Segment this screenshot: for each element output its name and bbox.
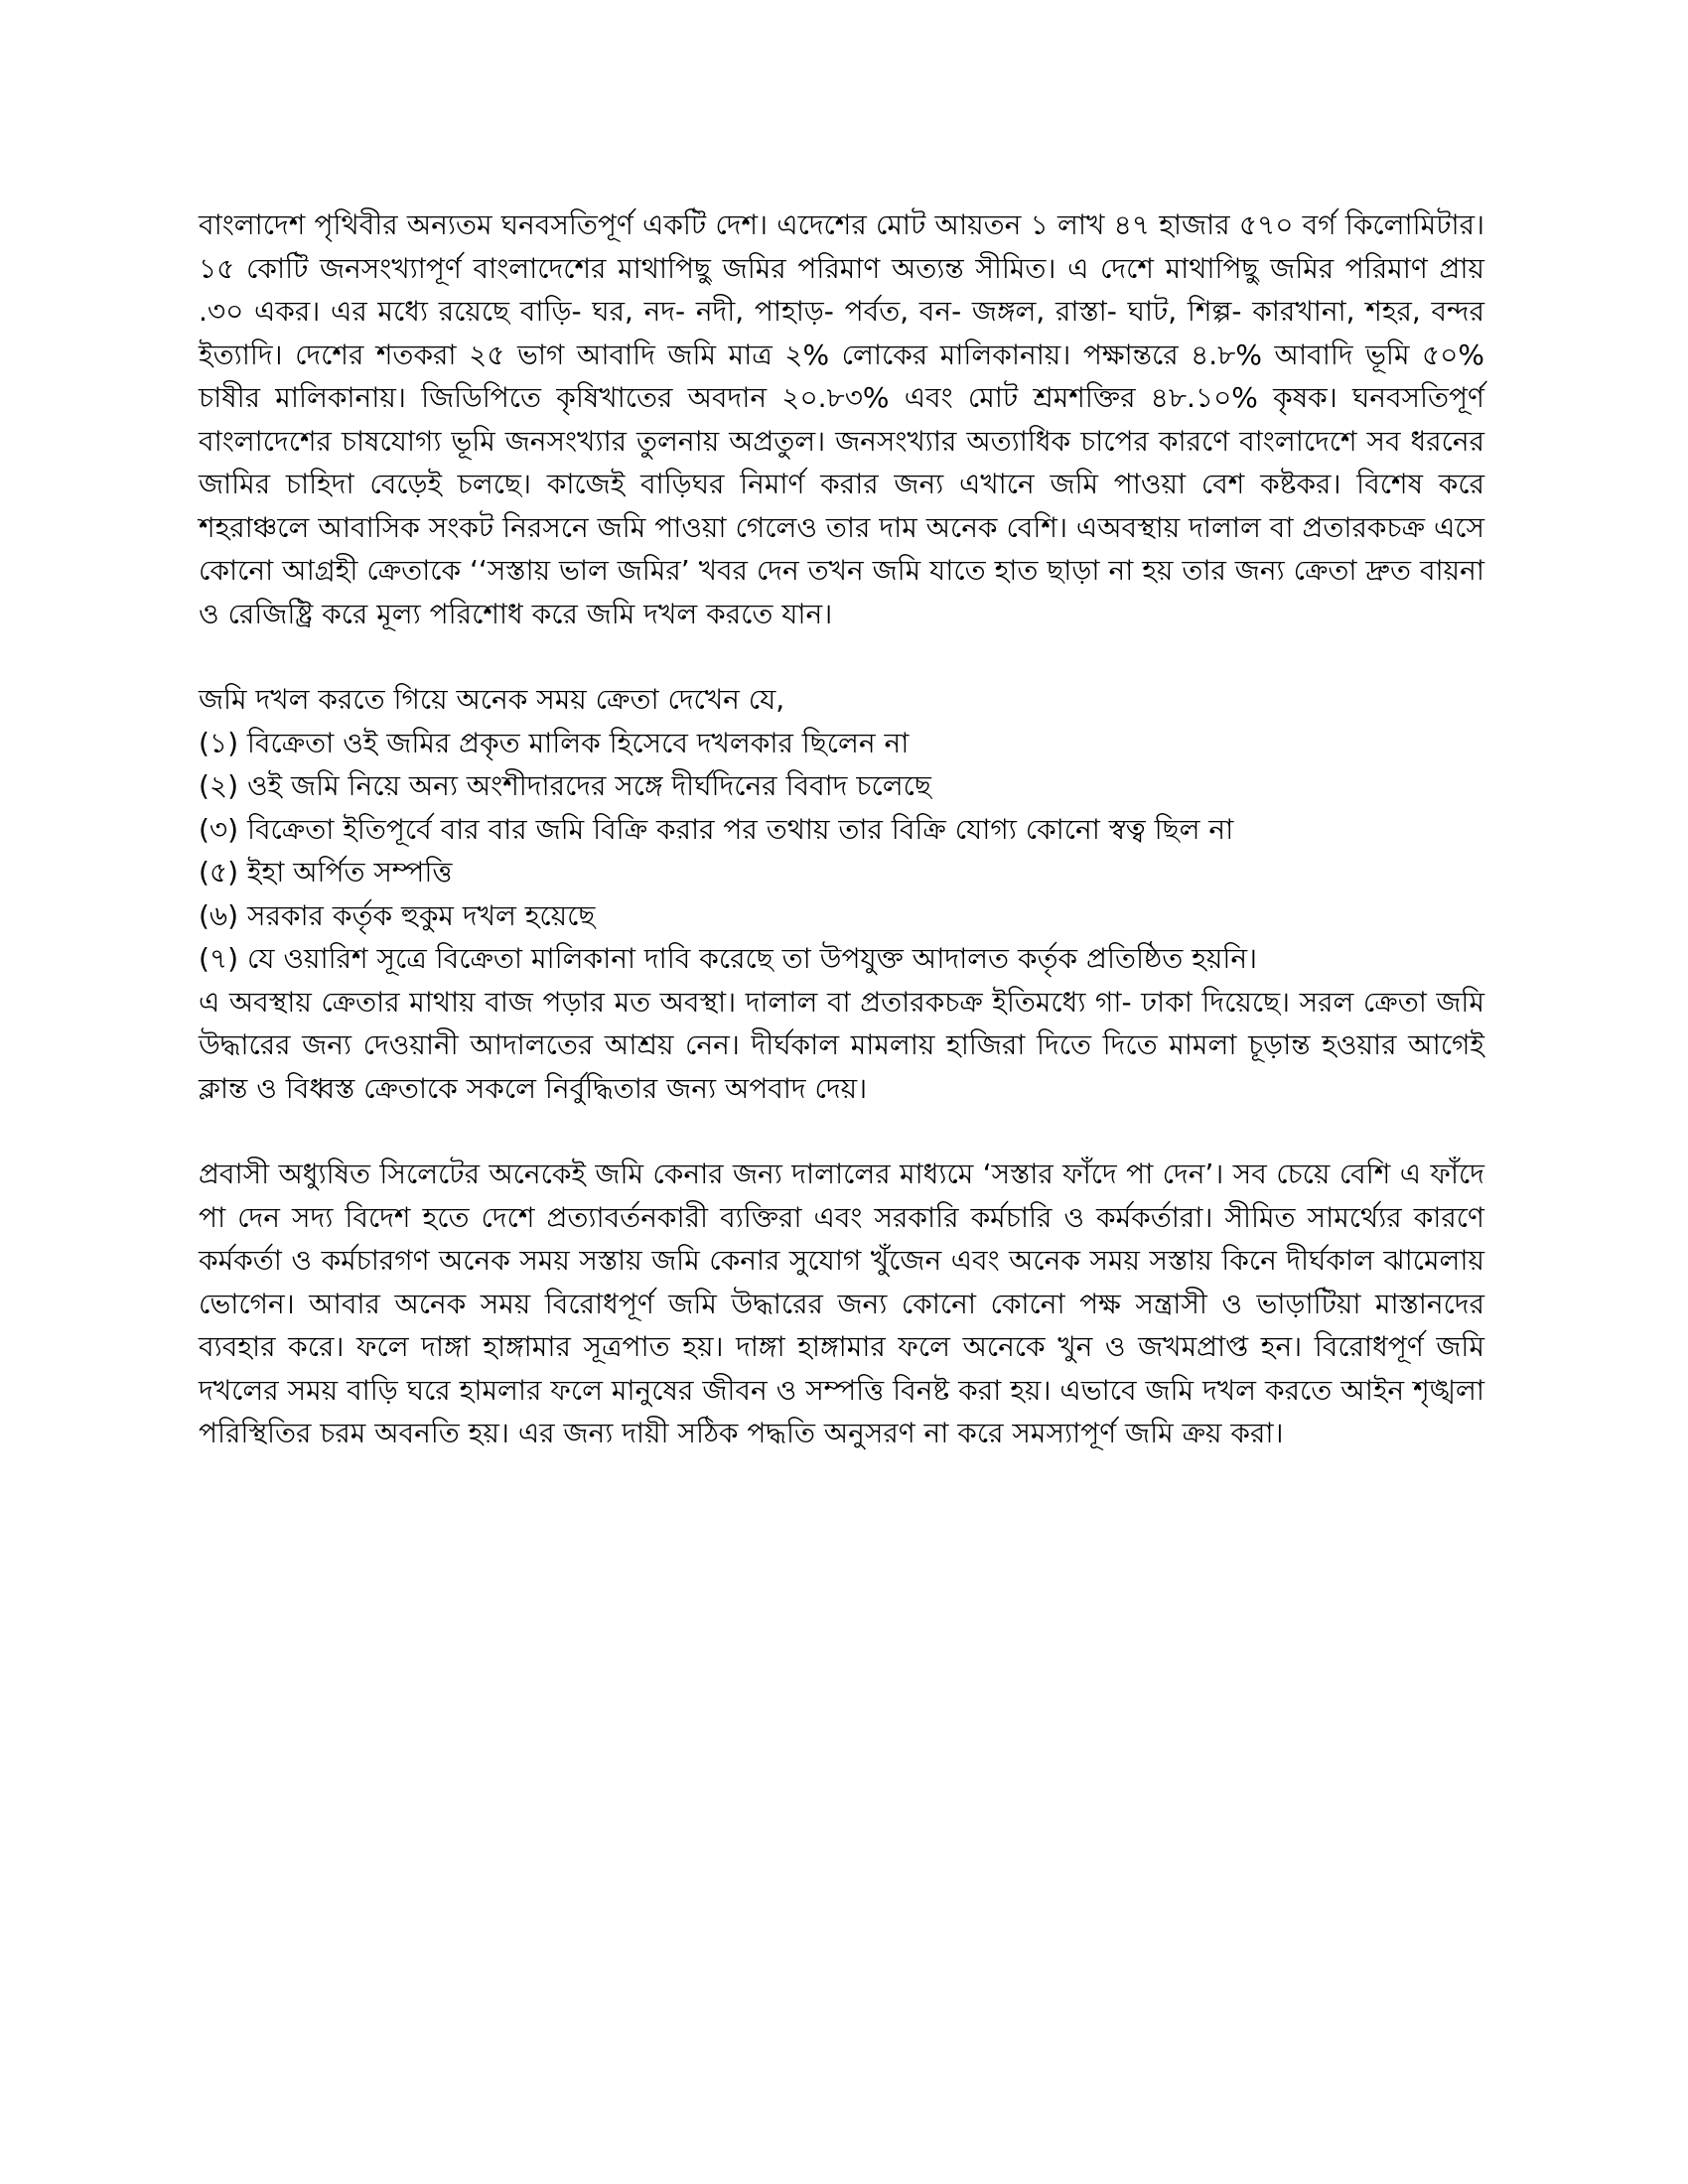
problem-list [199, 722, 1484, 981]
paragraph-sylhet-expatriates: প্রবাসী অধ্যুষিত সিলেটের অনেকেই জমি কেনার জন্য দালালের মাধ্যমে ‘সস্তার ফাঁদে পা দেন’। সব চেয়ে বেশি এ ফাঁদে পা দেন সদ্য বিদেশ হতে দেশে প্রত্যাবর্তনকারী ব্যক্তিরা এবং সরকারি কর্মচারি ও কর্মকর্তারা। সীমিত সামর্থ্যের কারণে কর্মকর্তা ও কর্মচারগণ অনেক সময় সস্তায় জমি কেনার সুযোগ খুঁজেন এবং অনেক সময় সস্তায় কিনে দীর্ঘকাল ঝামেলায় ভোগেন। আবার অনেক সময় বিরোধপূর্ণ জমি উদ্ধারের জন্য কোনো কোনো পক্ষ সন্ত্রাসী ও ভাড়াটিয়া মাস্তানদের ব্যবহার করে। ফলে দাঙ্গা হাঙ্গামার সূত্রপাত হয়। দাঙ্গা হাঙ্গামার ফলে অনেকে খুন ও জখমপ্রাপ্ত হন। বিরোধপূর্ণ জমি দখলের সময় বাড়ি ঘরে হামলার ফলে মানুষের জীবন ও সম্পত্তি বিনষ্ট করা হয়। এভাবে জমি দখল করতে আইন শৃঙ্খলা পরিস্থিতির চরম অবনতি হয়। এর জন্য দায়ী সঠিক পদ্ধতি অনুসরণ না করে সমস্যাপূর্ণ জমি ক্রয় করা। [199, 1158, 1484, 1449]
list-item: (৫) ইহা অর্পিত সম্পত্তি [199, 856, 453, 888]
paragraph-buyer-situation: এ অবস্থায় ক্রেতার মাথায় বাজ পড়ার মত অবস্থা। দালাল বা প্রতারকচক্র ইতিমধ্যে গা- ঢাকা দিয়েছে। সরল ক্রেতা জমি উদ্ধারের জন্য দেওয়ানী আদালতের আশ্রয় নেন। দীর্ঘকাল মামলায় হাজিরা দিতে দিতে মামলা চূড়ান্ত হওয়ার আগেই ক্লান্ত ও বিধ্বস্ত ক্রেতাকে সকলে নির্বুদ্ধিতার জন্য অপবাদ দেয়। [199, 985, 1484, 1105]
list-intro-line: জমি দখল করতে গিয়ে অনেক সময় ক্রেতা দেখেন যে, [199, 683, 785, 716]
list-item: (১) বিক্রেতা ওই জমির প্রকৃত মালিক হিসেবে দখলকার ছিলেন না [199, 726, 910, 759]
list-item: (৬) সরকার কর্তৃক হুকুম দখল হয়েছে [199, 898, 596, 932]
list-item: (৭) যে ওয়ারিশ সূত্রে বিক্রেতা মালিকানা দাবি করেছে তা উপযুক্ত আদালত কর্তৃক প্রতিষ্ঠিত হয়নি। [199, 942, 1258, 975]
list-item: (২) ওই জমি নিয়ে অন্য অংশীদারদের সঙ্গে দীর্ঘদিনের বিবাদ চলেছে [199, 769, 931, 802]
document-page [199, 204, 1484, 1498]
paragraph-land-scarcity: বাংলাদেশ পৃথিবীর অন্যতম ঘনবসতিপূর্ণ একটি দেশ। এদেশের মোট আয়তন ১ লাখ ৪৭ হাজার ৫৭০ বর্গ কিলোমিটার। ১৫ কোটি জনসংখ্যাপূর্ণ বাংলাদেশের মাথাপিছু জমির পরিমাণ অত্যন্ত সীমিত। এ দেশে মাথাপিছু জমির পরিমাণ প্রায় .৩০ একর। এর মধ্যে রয়েছে বাড়ি- ঘর, নদ- নদী, পাহাড়- পর্বত, বন- জঙ্গল, রাস্তা- ঘাট, শিল্প- কারখানা, শহর, বন্দর ইত্যাদি। দেশের শতকরা ২৫ ভাগ আবাদি জমি মাত্র ২% লোকের মালিকানায়। পক্ষান্তরে ৪.৮% আবাদি ভূমি ৫০% চাষীর মালিকানায়। জিডিপিতে কৃষিখাতের অবদান ২০.৮৩% এবং মোট শ্রমশক্তির ৪৮.১০% কৃষক। ঘনবসতিপূর্ণ বাংলাদেশের চাষযোগ্য ভূমি জনসংখ্যার তুলনায় অপ্রতুল। জনসংখ্যার অত্যাধিক চাপের কারণে বাংলাদেশে সব ধরনের জামির চাহিদা বেড়েই চলছে। কাজেই বাড়িঘর নিমার্ণ করার জন্য এখানে জমি পাওয়া বেশ কষ্টকর। বিশেষ করে শহরাঞ্চলে আবাসিক সংকট নিরসনে জমি পাওয়া গেলেও তার দাম অনেক বেশি। এঅবস্থায় দালাল বা প্রতারকচক্র এসে কোনো আগ্রহী ক্রেতাকে ‘‘সস্তায় ভাল জমির’ খবর দেন তখন জমি যাতে হাত ছাড়া না হয় তার জন্য ক্রেতা দ্রুত বায়না ও রেজিষ্ট্রি করে মূল্য পরিশোধ করে জমি দখল করতে যান। [199, 208, 1484, 630]
list-item: (৩) বিক্রেতা ইতিপূর্বে বার বার জমি বিক্রি করার পর তথায় তার বিক্রি যোগ্য কোনো স্বত্ব ছিল না [199, 812, 1234, 846]
